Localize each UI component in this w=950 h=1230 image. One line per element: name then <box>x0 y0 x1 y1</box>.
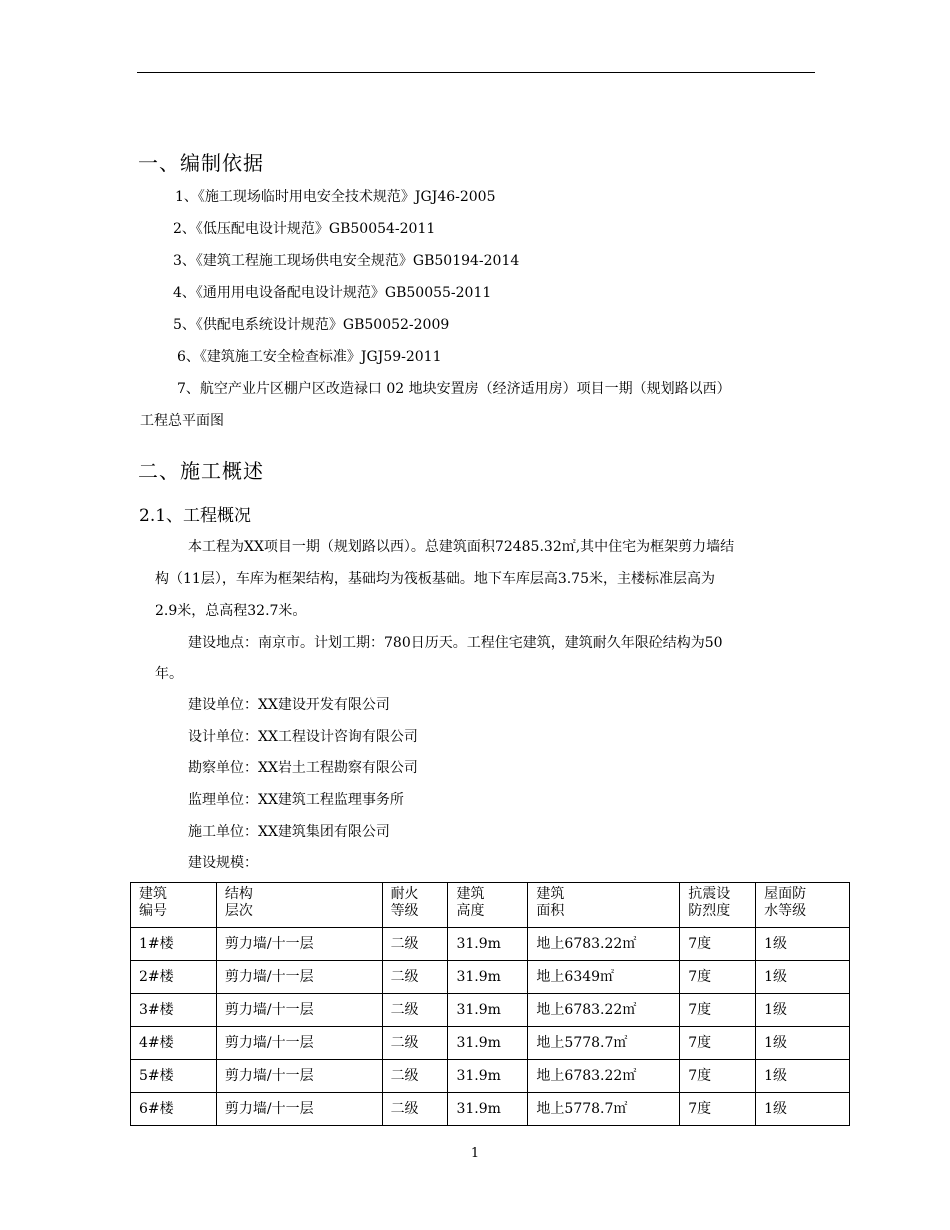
table-cell: 地上5778.7㎡ <box>528 1027 680 1060</box>
table-cell: 31.9m <box>448 1093 528 1126</box>
table-cell: 二级 <box>382 994 448 1027</box>
table-cell: 1级 <box>756 1093 850 1126</box>
table-cell: 7度 <box>680 1027 756 1060</box>
table-cell: 7度 <box>680 928 756 961</box>
table-cell: 1级 <box>756 1027 850 1060</box>
table-cell: 剪力墙/十一层 <box>216 1060 382 1093</box>
table-cell: 31.9m <box>448 1027 528 1060</box>
table-cell: 3#楼 <box>131 994 217 1027</box>
section-2-title: 二、施工概述 <box>138 459 264 483</box>
design-unit: 设计单位：XX工程设计咨询有限公司 <box>188 729 418 745</box>
scale-label: 建设规模： <box>188 855 258 871</box>
header-cell: 结构 层次 <box>216 883 382 928</box>
table-cell: 7度 <box>680 1060 756 1093</box>
overview-line: 2.9米，总高程32.7米。 <box>155 603 307 619</box>
reference-item: 2、《低压配电设计规范》GB50054-2011 <box>173 221 436 237</box>
construction-unit: 建设单位：XX建设开发有限公司 <box>188 697 390 713</box>
table-cell: 5#楼 <box>131 1060 217 1093</box>
header-cell: 抗震设 防烈度 <box>680 883 756 928</box>
section-1-title: 一、编制依据 <box>138 151 264 175</box>
table-cell: 剪力墙/十一层 <box>216 994 382 1027</box>
table-cell: 二级 <box>382 961 448 994</box>
table-cell: 7度 <box>680 1093 756 1126</box>
overview-line: 本工程为XX项目一期（规划路以西）。总建筑面积72485.32㎡,其中住宅为框架剪力墙结 <box>188 539 735 555</box>
table-cell: 地上6349㎡ <box>528 961 680 994</box>
survey-unit: 勘察单位：XX岩土工程勘察有限公司 <box>188 760 418 776</box>
table-row <box>131 1060 850 1093</box>
table-cell: 2#楼 <box>131 961 217 994</box>
table-cell: 4#楼 <box>131 1027 217 1060</box>
location-line: 年。 <box>155 666 183 682</box>
reference-item: 7、航空产业片区棚户区改造禄口 02 地块安置房（经济适用房）项目一期（规划路以西） <box>177 381 731 397</box>
table-cell: 剪力墙/十一层 <box>216 961 382 994</box>
table-cell: 1级 <box>756 1060 850 1093</box>
subsection-title: 2.1、工程概况 <box>139 506 252 526</box>
reference-item: 5、《供配电系统设计规范》GB50052-2009 <box>173 317 450 333</box>
header-cell: 建筑 高度 <box>448 883 528 928</box>
table-cell: 1级 <box>756 961 850 994</box>
header-cell: 建筑 面积 <box>528 883 680 928</box>
construction-scale-table <box>130 882 850 1126</box>
table-cell: 7度 <box>680 961 756 994</box>
contractor-unit: 施工单位：XX建筑集团有限公司 <box>188 824 390 840</box>
table-cell: 地上6783.22㎡ <box>528 928 680 961</box>
table-cell: 二级 <box>382 1027 448 1060</box>
table-cell: 二级 <box>382 1060 448 1093</box>
table-cell: 地上6783.22㎡ <box>528 994 680 1027</box>
table-row <box>131 994 850 1027</box>
table-cell: 7度 <box>680 994 756 1027</box>
table-cell: 剪力墙/十一层 <box>216 1027 382 1060</box>
reference-item: 3、《建筑工程施工现场供电安全规范》GB50194-2014 <box>173 253 520 269</box>
table-row <box>131 928 850 961</box>
header-cell: 建筑 编号 <box>131 883 217 928</box>
table-cell: 剪力墙/十一层 <box>216 1093 382 1126</box>
table-cell: 31.9m <box>448 994 528 1027</box>
header-rule <box>137 72 815 73</box>
table-header-row <box>131 883 850 928</box>
table-cell: 31.9m <box>448 961 528 994</box>
table-cell: 二级 <box>382 1093 448 1126</box>
reference-item: 4、《通用用电设备配电设计规范》GB50055-2011 <box>173 285 492 301</box>
table-cell: 6#楼 <box>131 1093 217 1126</box>
table-row <box>131 1093 850 1126</box>
supervision-unit: 监理单位：XX建筑工程监理事务所 <box>188 792 404 808</box>
table-cell: 31.9m <box>448 1060 528 1093</box>
reference-item: 6、《建筑施工安全检查标准》JGJ59-2011 <box>177 349 442 365</box>
table-cell: 二级 <box>382 928 448 961</box>
table-cell: 地上5778.7㎡ <box>528 1093 680 1126</box>
reference-item: 1、《施工现场临时用电安全技术规范》JGJ46-2005 <box>175 189 496 205</box>
header-cell: 屋面防 水等级 <box>756 883 850 928</box>
page-number: 1 <box>470 1146 480 1161</box>
overview-line: 构（11层），车库为框架结构，基础均为筏板基础。地下车库层高3.75米，主楼标准层高为 <box>155 571 715 587</box>
table-cell: 1级 <box>756 928 850 961</box>
table-cell: 地上6783.22㎡ <box>528 1060 680 1093</box>
table-cell: 剪力墙/十一层 <box>216 928 382 961</box>
reference-item-continued: 工程总平面图 <box>140 413 224 429</box>
table-cell: 31.9m <box>448 928 528 961</box>
header-cell: 耐火 等级 <box>382 883 448 928</box>
table-cell: 1级 <box>756 994 850 1027</box>
table-cell: 1#楼 <box>131 928 217 961</box>
location-line: 建设地点：南京市。计划工期：780日历天。工程住宅建筑，建筑耐久年限砼结构为50 <box>188 635 723 651</box>
table-row <box>131 961 850 994</box>
table-row <box>131 1027 850 1060</box>
